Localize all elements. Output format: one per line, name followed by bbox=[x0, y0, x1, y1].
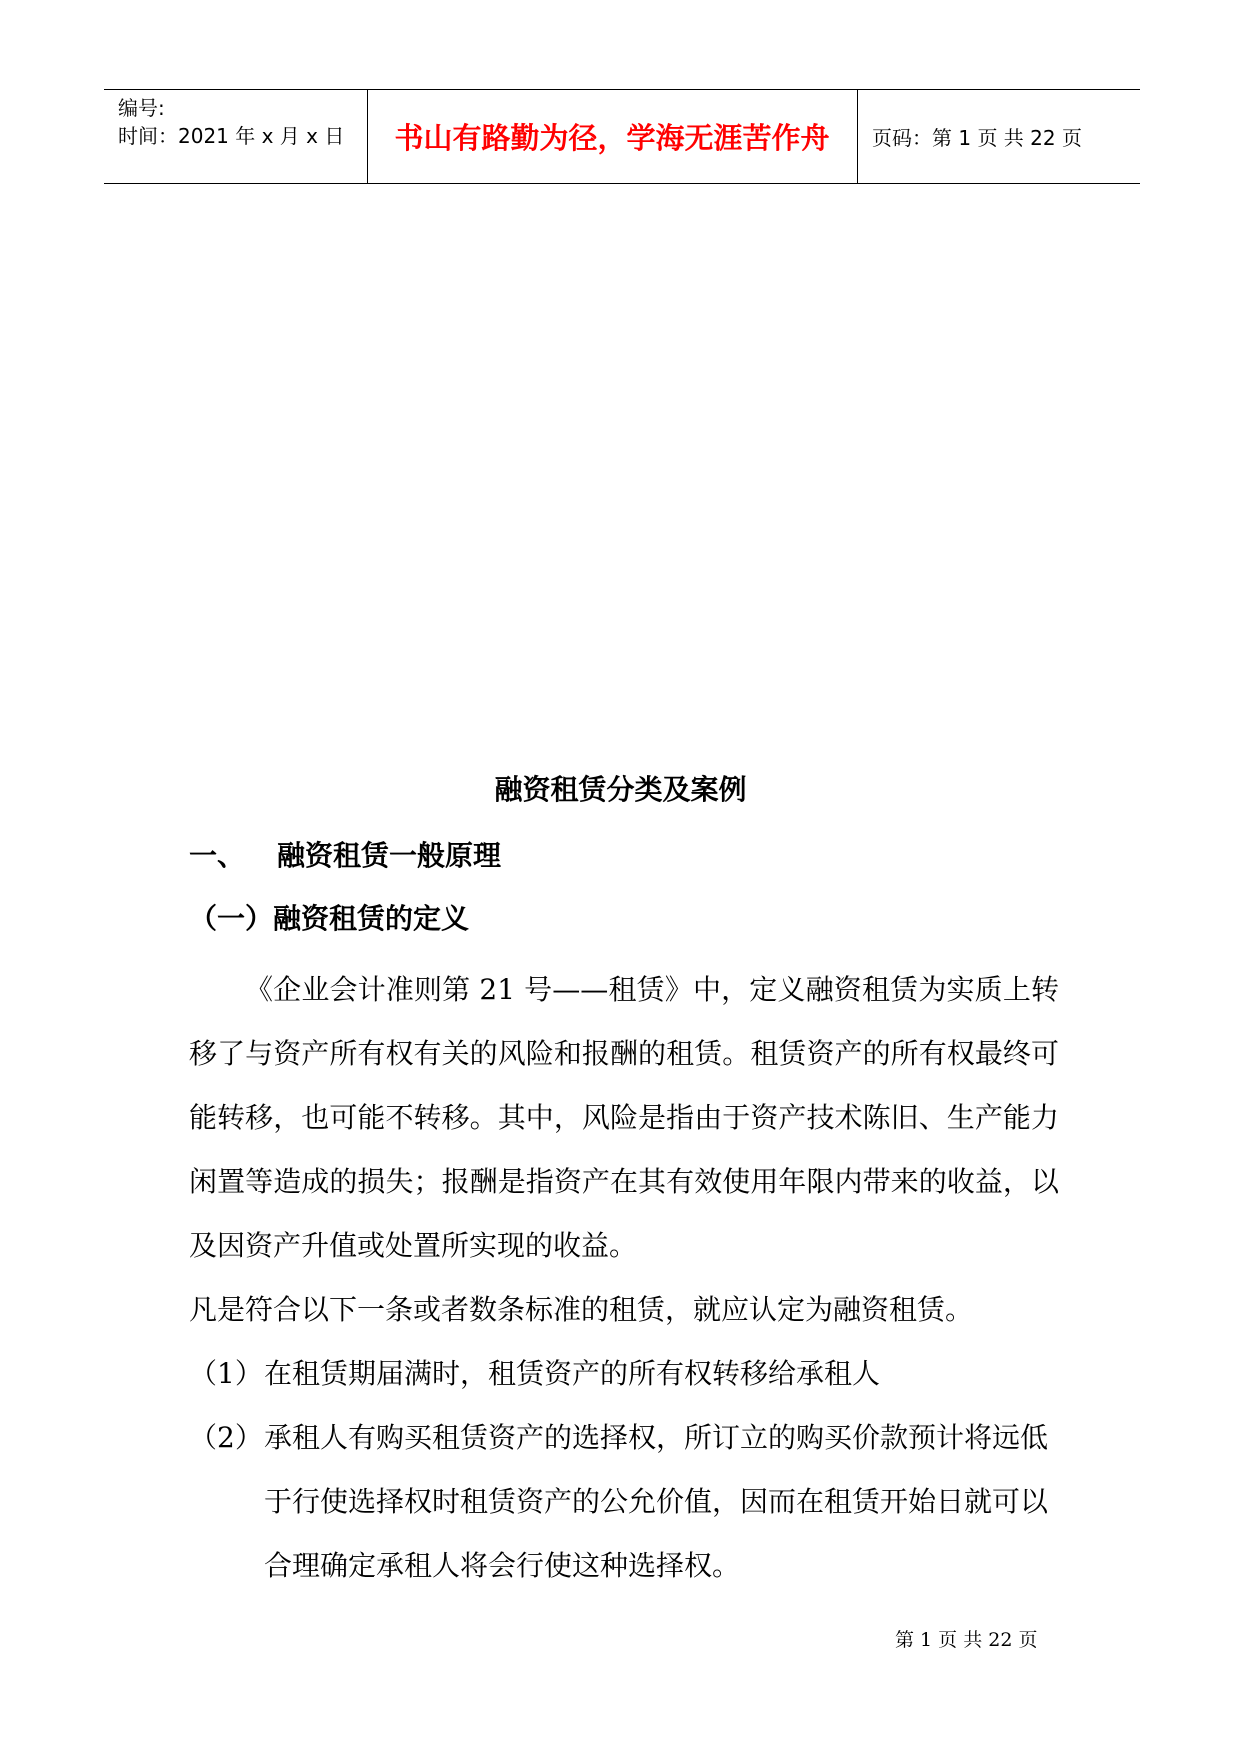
criteria-intro: 凡是符合以下一条或者数条标准的租赁，就应认定为融资租赁。 bbox=[189, 1293, 974, 1326]
number-label: 编号: bbox=[118, 96, 165, 120]
page-footer: 第 1 页 共 22 页 bbox=[895, 1629, 1038, 1651]
list-item-text: 承租人有购买租赁资产的选择权，所订立的购买价款预计将远低于行使选择权时租赁资产的公允价值，因而在租赁开始日就可以合理确定承租人将会行使这种选择权。 bbox=[264, 1421, 1049, 1582]
subsection-heading: （一）融资租赁的定义 bbox=[189, 902, 470, 935]
header-table bbox=[104, 89, 1140, 184]
time-label: 时间：2021 年 x 月 x 日 bbox=[118, 124, 345, 148]
header-page-info: 页码：第 1 页 共 22 页 bbox=[872, 126, 1082, 150]
section-heading bbox=[189, 834, 501, 874]
header-left-cell bbox=[118, 94, 344, 150]
definition-paragraph: 《企业会计准则第 21 号——租赁》中，定义融资租赁为实质上转移了与资产所有权有关的风险和报酬的租赁。租赁资产的所有权最终可能转移，也可能不转移。其中，风险是指由于资产技术陈旧、生产能力闲置等造成的损失；报酬是指资产在其有效使用年限内带来的收益，以及因资产升值或处置所实现的收益。 bbox=[189, 973, 1059, 1262]
list-marker: （2） bbox=[189, 1421, 263, 1454]
list-marker: （1） bbox=[189, 1357, 263, 1390]
document-title: 融资租赁分类及案例 bbox=[494, 773, 747, 806]
header-divider bbox=[857, 90, 858, 183]
list-item-text: 在租赁期届满时，租赁资产的所有权转移给承租人 bbox=[264, 1357, 881, 1390]
section-title: 融资租赁一般原理 bbox=[277, 839, 502, 872]
section-number: 一、 bbox=[189, 839, 246, 872]
header-motto: 书山有路勤为径，学海无涯苦作舟 bbox=[394, 121, 830, 155]
